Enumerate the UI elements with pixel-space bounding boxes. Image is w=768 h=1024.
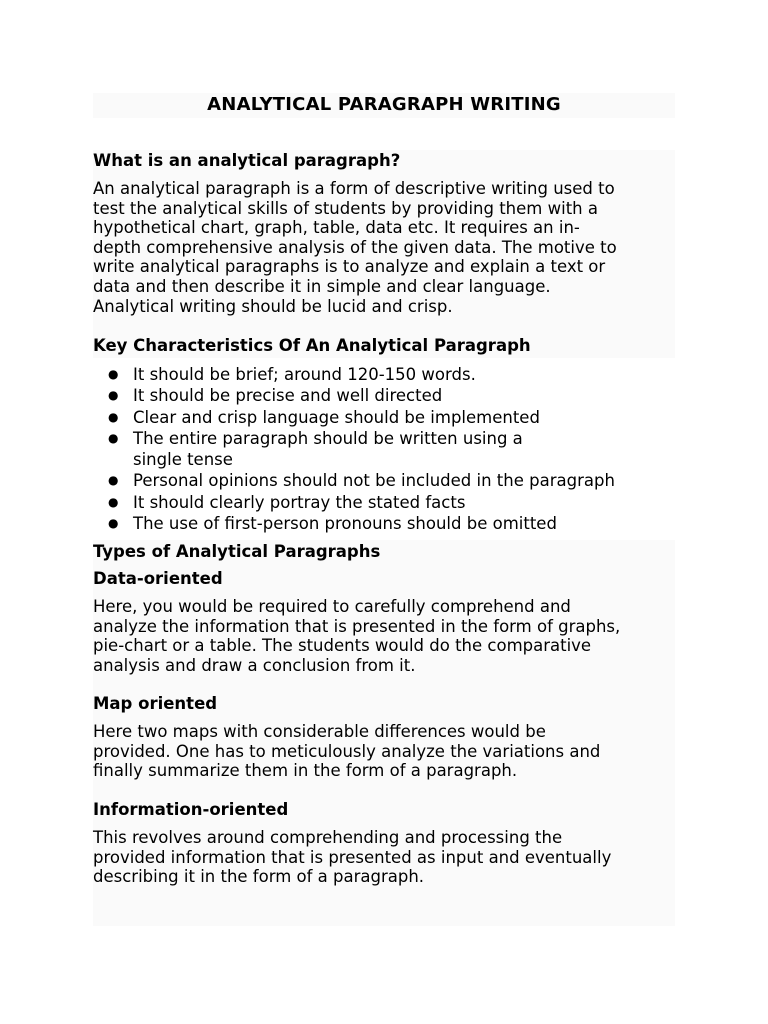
section-heading-types: Types of Analytical Paragraphs (93, 542, 381, 561)
list-item: ● Personal opinions should not be included in the paragraph (108, 471, 615, 491)
text-line: depth comprehensive analysis of the given data. The motive to (93, 237, 617, 257)
list-item: ● The entire paragraph should be written using a single tense (108, 428, 523, 470)
document-page (93, 0, 675, 1024)
paragraph-data-oriented (93, 597, 675, 675)
bullet-icon: ● (108, 367, 119, 381)
text-line: describing it in the form of a paragraph. (93, 867, 425, 887)
subheading-map-oriented: Map oriented (93, 694, 218, 713)
characteristics-list (93, 364, 675, 534)
paragraph-what (93, 179, 675, 316)
bullet-icon: ● (108, 388, 119, 403)
text-line: write analytical paragraphs is to analyze and explain a text or (93, 257, 606, 277)
text-line: Analytical writing should be lucid and crisp. (93, 296, 453, 316)
bullet-icon: ● (108, 516, 119, 531)
section-heading-key-characteristics: Key Characteristics Of An Analytical Paragraph (93, 336, 531, 355)
text-line: Here, you would be required to carefully comprehend and (93, 597, 571, 616)
bullet-icon: ● (108, 494, 119, 509)
text-line: data and then describe it in simple and clear language. (93, 276, 551, 296)
text-line: finally summarize them in the form of a paragraph. (93, 761, 518, 781)
text-line: hypothetical chart, graph, table, data etc. It requires an in- (93, 218, 580, 238)
text-line: This revolves around comprehending and processing the (93, 828, 563, 847)
bullet-icon: ● (108, 473, 119, 488)
list-item: ● The use of first-person pronouns should be omitted (108, 514, 557, 534)
bullet-icon: ● (108, 430, 119, 445)
text-line: Here two maps with considerable differences would be (93, 722, 546, 741)
text-line: provided information that is presented as input and eventually (93, 847, 612, 867)
text-line: pie-chart or a table. The students would do the comparative (93, 636, 592, 656)
page-title: ANALYTICAL PARAGRAPH WRITING (207, 94, 561, 115)
list-item: ● It should be precise and well directed (108, 386, 443, 406)
subheading-information-oriented: Information-oriented (93, 800, 289, 819)
paragraph-map-oriented (93, 722, 675, 781)
list-item: ● Clear and crisp language should be implemented (108, 407, 540, 427)
text-line: analysis and draw a conclusion from it. (93, 655, 416, 675)
subheading-data-oriented: Data-oriented (93, 569, 223, 588)
text-line: An analytical paragraph is a form of descriptive writing used to (93, 179, 615, 198)
text-line: provided. One has to meticulously analyze the variations and (93, 741, 601, 761)
paragraph-information-oriented (93, 828, 675, 887)
section-heading-what: What is an analytical paragraph? (93, 151, 401, 170)
list-item: ● It should clearly portray the stated facts (108, 492, 466, 512)
text-line: analyze the information that is presented in the form of graphs, (93, 616, 621, 636)
bullet-icon: ● (108, 409, 119, 424)
text-line: test the analytical skills of students by providing them with a (93, 198, 598, 218)
list-item: ● It should be brief; around 120-150 words. (108, 365, 476, 384)
